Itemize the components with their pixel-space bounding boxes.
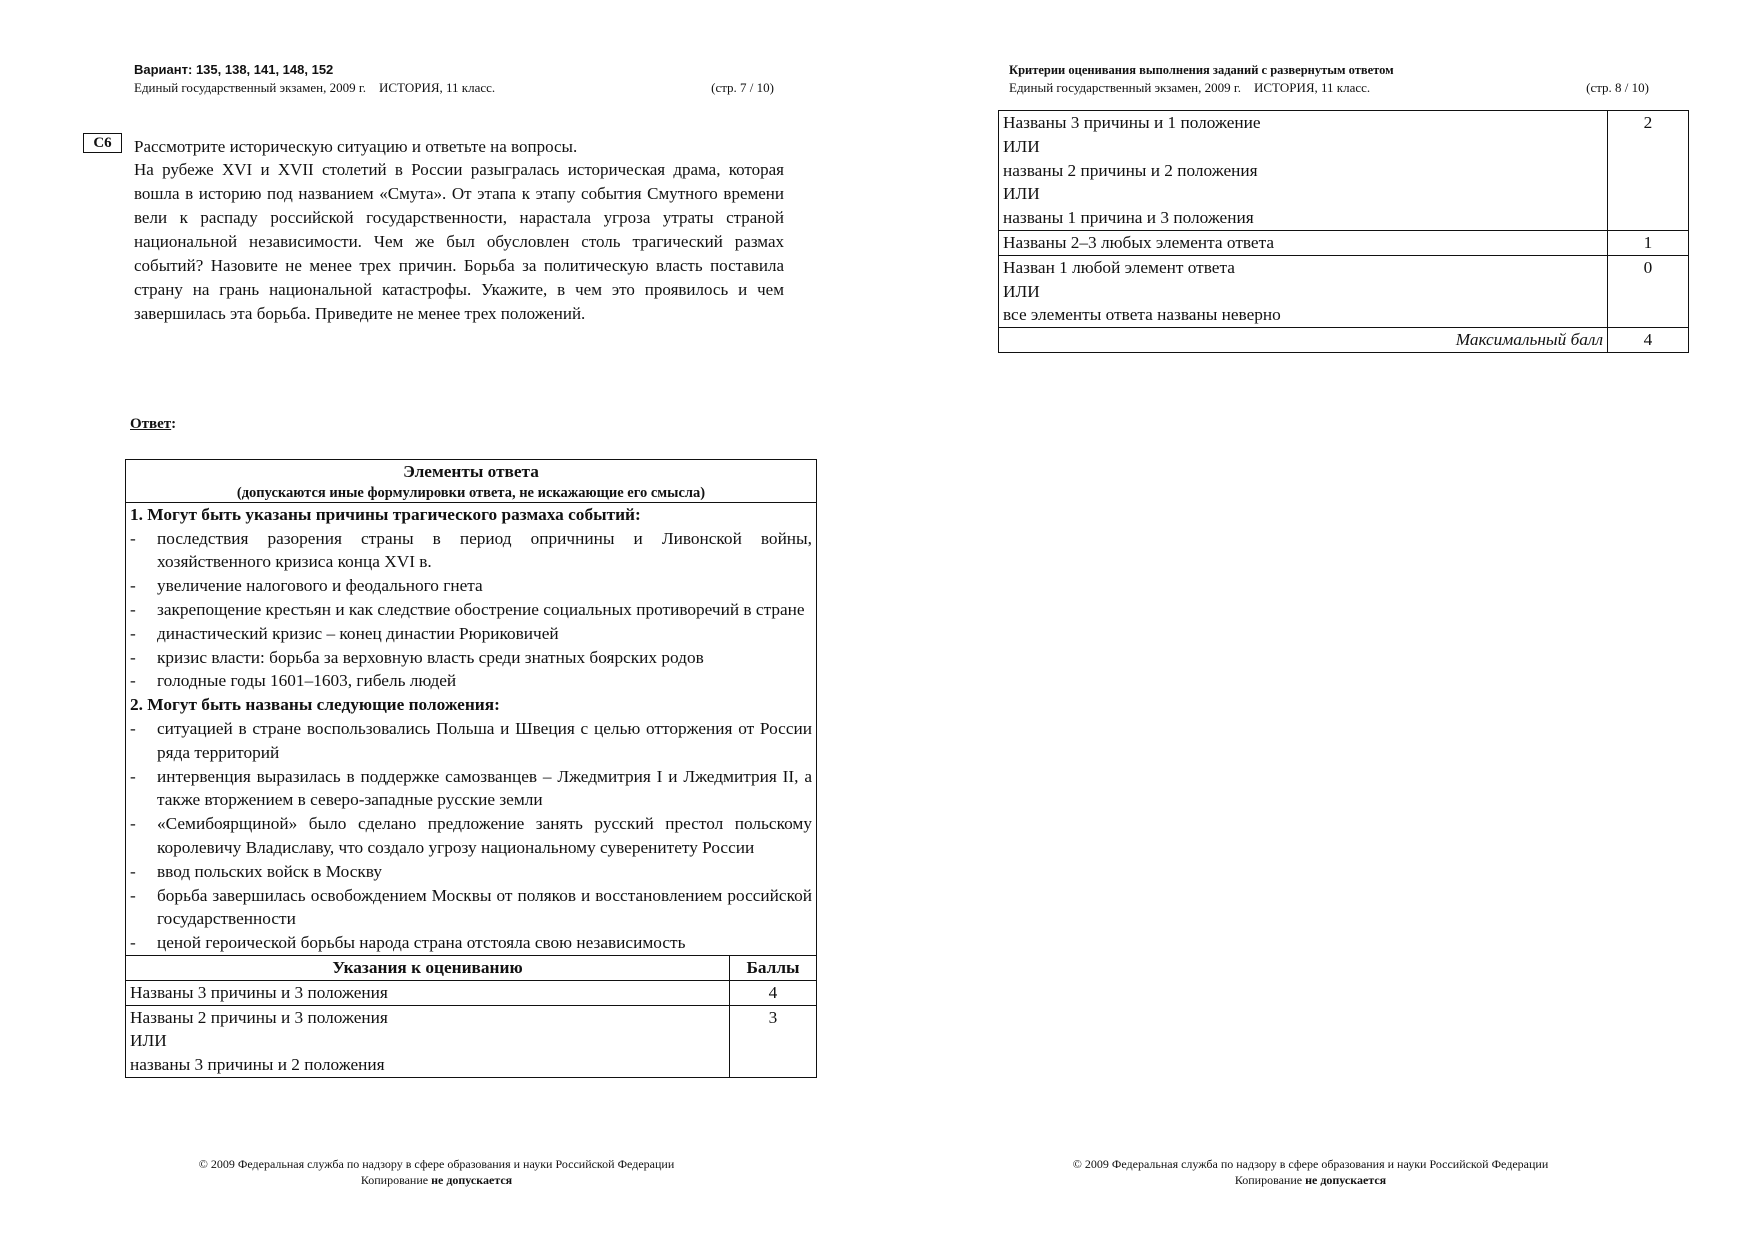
criterion-line: названы 2 причины и 2 положения (1003, 160, 1258, 180)
score-value: 3 (730, 1005, 817, 1077)
max-score-value: 4 (1608, 328, 1689, 353)
answer-elements-row (126, 502, 817, 955)
score-value: 1 (1608, 230, 1689, 255)
variant-header: Вариант: 135, 138, 141, 148, 152 (134, 62, 334, 77)
criterion-line: Названы 3 причины и 1 положение (1003, 113, 1261, 132)
exam-subheader-text: Единый государственный экзамен, 2009 г. ИСТОРИЯ, 11 класс. (134, 80, 496, 95)
footer (0, 1156, 873, 1188)
footer (874, 1156, 1747, 1188)
criterion-line: Названы 3 причины и 3 положения (130, 982, 388, 1002)
exam-subheader (1009, 80, 1649, 96)
answer-elements-title: Элементы ответа (403, 462, 539, 481)
answer-label (130, 416, 176, 433)
criterion-line: все элементы ответа названы неверно (1003, 305, 1281, 325)
list-item: - ценой героической борьбы народа страна отстояла свою независимость (130, 931, 812, 955)
task-intro: Рассмотрите историческую ситуацию и ответьте на вопросы. (134, 137, 578, 156)
list-item: - увеличение налогового и феодального гнета (130, 574, 812, 598)
criterion-line: названы 1 причина и 3 положения (1003, 208, 1254, 228)
criteria-title: Критерии оценивания выполнения заданий с развернутым ответом (1009, 63, 1394, 77)
table-row (126, 980, 817, 1005)
task-text: На рубеже XVI и XVII столетий в России разыгралась историческая драма, которая вошла в историю под названием «Смута». От этапа к этапу события Смутного времени вели к распаду российской государственности, нарастала угроза утраты страной национальной независимости. Чем же был обусловлен столь трагический размах событий? Назовите не менее трех причин. Борьба за политическую власть поставила страну на грань национальной катастрофы. Укажите, в чем это проявилось и чем завершилась эта борьба. Приведите не менее трех положений. (134, 160, 784, 323)
list-item: - кризис власти: борьба за верховную власть среди знатных боярских родов (130, 646, 812, 670)
criterion-line: Названы 2 причины и 3 положения (130, 1007, 388, 1027)
task-code-box: C6 (83, 133, 122, 153)
max-score-label: Максимальный балл (999, 328, 1608, 353)
answer-elements-cell (126, 502, 817, 955)
answer-label-colon: : (171, 416, 177, 432)
left-page (0, 0, 873, 1239)
criterion-line: Назван 1 любой элемент ответа (1003, 257, 1235, 277)
list-item: - голодные годы 1601–1603, гибель людей (130, 669, 812, 693)
max-score-row (999, 328, 1689, 353)
answer-table (125, 459, 817, 1078)
list-item: - последствия разорения страны в период опричнины и Ливонской войны, хозяйственного кризиса конца XVI в. (130, 527, 812, 575)
grading-criterion (999, 111, 1608, 231)
page-number: (стр. 8 / 10) (1586, 80, 1649, 95)
section1-title: 1. Могут быть указаны причины трагического размаха событий: (130, 504, 641, 524)
list-item: - ввод польских войск в Москву (130, 860, 812, 884)
score-value: 4 (730, 980, 817, 1005)
criterion-line: ИЛИ (1003, 184, 1040, 204)
list-item: - династический кризис – конец династии Рюриковичей (130, 622, 812, 646)
footer-copy-notice (0, 1172, 873, 1188)
footer-copy-bold: не допускается (1305, 1173, 1387, 1187)
criterion-line: ИЛИ (1003, 136, 1040, 156)
grading-criterion (999, 230, 1608, 255)
right-page (874, 0, 1747, 1239)
footer-copyright: © 2009 Федеральная служба по надзору в сфере образования и науки Российской Федерации (198, 1157, 675, 1171)
answer-table-header-row (126, 460, 817, 503)
table-row (999, 230, 1689, 255)
footer-copy-notice (874, 1172, 1747, 1188)
table-row (126, 1005, 817, 1077)
footer-copyright: © 2009 Федеральная служба по надзору в сфере образования и науки Российской Федерации (1072, 1157, 1549, 1171)
list-item: - «Семибоярщиной» было сделано предложение занять русский престол польскому королевичу Владиславу, что создало угрозу национальному суверенитету России (130, 812, 812, 860)
exam-subheader (134, 80, 774, 96)
footer-copy-bold: не допускается (431, 1173, 513, 1187)
grading-header: Указания к оцениванию (126, 955, 730, 980)
answer-label-text: Ответ (130, 416, 172, 432)
section2-list (130, 717, 812, 955)
grading-criterion (126, 1005, 730, 1077)
footer-copy-prefix: Копирование (360, 1173, 432, 1187)
list-item: - борьба завершилась освобождением Москвы от поляков и восстановлением российской государственности (130, 884, 812, 932)
grading-header-row (126, 955, 817, 980)
score-header: Баллы (730, 955, 817, 980)
answer-elements-note: (допускаются иные формулировки ответа, не искажающие его смысла) (236, 484, 706, 501)
grading-criterion (126, 980, 730, 1005)
footer-copy-prefix: Копирование (1234, 1173, 1306, 1187)
section1-list (130, 527, 812, 694)
exam-subheader-text: Единый государственный экзамен, 2009 г. ИСТОРИЯ, 11 класс. (1009, 80, 1371, 95)
score-value: 0 (1608, 255, 1689, 327)
answer-elements-header (126, 460, 817, 503)
criterion-line: названы 3 причины и 2 положения (130, 1055, 385, 1075)
criterion-line: Названы 2–3 любых элемента ответа (1003, 232, 1275, 252)
table-row (999, 111, 1689, 231)
page-number: (стр. 7 / 10) (711, 80, 774, 95)
grading-criterion (999, 255, 1608, 327)
criterion-line: ИЛИ (130, 1031, 167, 1051)
criterion-line: ИЛИ (1003, 281, 1040, 301)
list-item: - закрепощение крестьян и как следствие обострение социальных противоречий в стране (130, 598, 812, 622)
list-item: - ситуацией в стране воспользовались Польша и Швеция с целью отторжения от России ряда территорий (130, 717, 812, 765)
list-item: - интервенция выразилась в поддержке самозванцев – Лжедмитрия I и Лжедмитрия II, а также вторжением в северо-западные русские земли (130, 765, 812, 813)
score-value: 2 (1608, 111, 1689, 231)
section2-title: 2. Могут быть названы следующие положения: (130, 695, 500, 715)
criteria-table (998, 110, 1689, 353)
table-row (999, 255, 1689, 327)
